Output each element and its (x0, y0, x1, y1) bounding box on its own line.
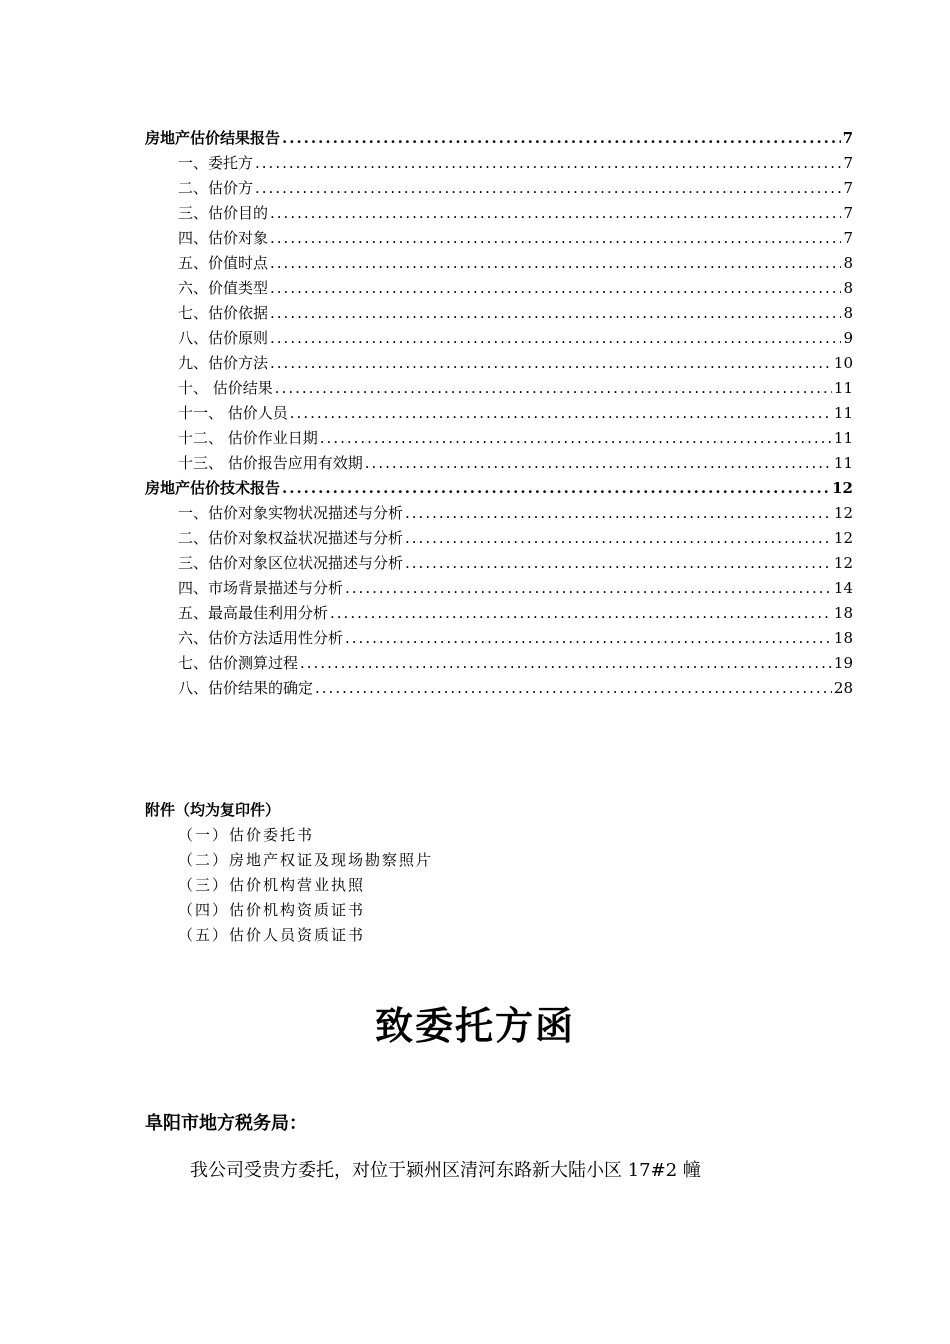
toc-entry-label: 十二、 估价作业日期 (178, 429, 318, 447)
toc-item-row (145, 301, 853, 326)
toc-page-number: 19 (833, 654, 853, 672)
toc-entry-label: 房地产估价结果报告 (145, 129, 281, 147)
toc-dot-leader (290, 401, 832, 426)
toc-entry-label: 四、市场背景描述与分析 (178, 579, 344, 597)
toc-entry-label: 七、估价测算过程 (178, 654, 299, 672)
toc-dot-leader (270, 276, 841, 301)
toc-page-number: 11 (833, 404, 853, 422)
toc-item-row (145, 176, 853, 201)
attachments-section (145, 798, 745, 948)
toc-dot-leader (270, 301, 841, 326)
toc-entry-label: 九、估价方法 (178, 354, 269, 372)
toc-entry-label: 二、估价对象权益状况描述与分析 (178, 529, 404, 547)
toc-page-number: 8 (843, 279, 853, 297)
toc-dot-leader (315, 676, 832, 701)
attachment-item: （一）估价委托书 (178, 826, 315, 844)
toc-dot-leader (255, 176, 841, 201)
toc-item-row (145, 676, 853, 701)
toc-dot-leader (270, 226, 841, 251)
toc-entry-label: 七、估价依据 (178, 304, 269, 322)
toc-dot-leader (345, 626, 832, 651)
toc-entry-label: 十一、 估价人员 (178, 404, 288, 422)
toc-dot-leader (270, 251, 841, 276)
toc-entry-label: 一、估价对象实物状况描述与分析 (178, 504, 404, 522)
toc-page-number: 7 (843, 179, 853, 197)
toc-page-number: 9 (843, 329, 853, 347)
toc-entry-label: 三、估价对象区位状况描述与分析 (178, 554, 404, 572)
toc-item-row (145, 376, 853, 401)
toc-page-number: 7 (843, 154, 853, 172)
toc-item-row (145, 651, 853, 676)
toc-entry-label: 八、估价结果的确定 (178, 679, 314, 697)
toc-dot-leader (345, 576, 832, 601)
toc-page-number: 12 (833, 504, 853, 522)
toc-dot-leader (320, 426, 832, 451)
attachment-item: （三）估价机构营业执照 (178, 876, 366, 894)
toc-entry-label: 五、最高最佳利用分析 (178, 604, 329, 622)
toc-page-number: 11 (833, 379, 853, 397)
toc-dot-leader (405, 551, 832, 576)
toc-page-number: 11 (833, 429, 853, 447)
toc-dot-leader (270, 326, 841, 351)
attachments-heading: 附件（均为复印件） (145, 801, 281, 819)
letter-addressee: 阜阳市地方税务局： (145, 1113, 307, 1134)
toc-page-number: 18 (833, 604, 853, 622)
toc-item-row (145, 401, 853, 426)
toc-item-row (145, 326, 853, 351)
toc-page-number: 12 (832, 479, 853, 497)
attachment-item: （四）估价机构资质证书 (178, 901, 366, 919)
toc-dot-leader (405, 501, 832, 526)
toc-entry-label: 六、价值类型 (178, 279, 269, 297)
toc-dot-leader (270, 201, 841, 226)
attachment-item: （二）房地产权证及现场勘察照片 (178, 851, 434, 869)
toc-dot-leader (282, 476, 830, 501)
toc-entry-label: 五、价值时点 (178, 254, 269, 272)
letter-body-paragraph: 我公司受贵方委托，对位于颍州区清河东路新大陆小区 17#2 幢 (190, 1160, 701, 1181)
toc-item-row (145, 451, 853, 476)
toc-item-row (145, 601, 853, 626)
toc-page-number: 8 (843, 254, 853, 272)
toc-item-row (145, 201, 853, 226)
toc-item-row (145, 426, 853, 451)
toc-page-number: 28 (833, 679, 853, 697)
toc-dot-leader (300, 651, 832, 676)
toc-entry-label: 六、估价方法适用性分析 (178, 629, 344, 647)
toc-page-number: 12 (833, 529, 853, 547)
toc-section-row (145, 126, 853, 151)
toc-page-number: 12 (833, 554, 853, 572)
toc-page-number: 7 (843, 229, 853, 247)
toc-page-number: 18 (833, 629, 853, 647)
toc-page-number: 7 (842, 129, 853, 147)
toc-entry-label: 三、估价目的 (178, 204, 269, 222)
toc-dot-leader (282, 126, 841, 151)
letter-title: 致委托方函 (374, 1003, 575, 1048)
toc-item-row (145, 276, 853, 301)
table-of-contents (145, 126, 853, 701)
toc-entry-label: 十三、 估价报告应用有效期 (178, 454, 363, 472)
toc-dot-leader (270, 351, 832, 376)
attachment-item: （五）估价人员资质证书 (178, 926, 366, 944)
toc-dot-leader (275, 376, 832, 401)
toc-dot-leader (330, 601, 832, 626)
toc-item-row (145, 526, 853, 551)
toc-page-number: 7 (843, 204, 853, 222)
toc-entry-label: 一、委托方 (178, 154, 254, 172)
toc-item-row (145, 551, 853, 576)
toc-item-row (145, 351, 853, 376)
toc-item-row (145, 626, 853, 651)
toc-section-row (145, 476, 853, 501)
toc-item-row (145, 251, 853, 276)
toc-item-row (145, 501, 853, 526)
toc-dot-leader (365, 451, 832, 476)
toc-page-number: 11 (833, 454, 853, 472)
toc-item-row (145, 226, 853, 251)
toc-entry-label: 八、估价原则 (178, 329, 269, 347)
toc-item-row (145, 576, 853, 601)
toc-entry-label: 二、估价方 (178, 179, 254, 197)
toc-entry-label: 房地产估价技术报告 (145, 479, 281, 497)
toc-item-row (145, 151, 853, 176)
toc-dot-leader (405, 526, 832, 551)
toc-dot-leader (255, 151, 841, 176)
toc-entry-label: 四、估价对象 (178, 229, 269, 247)
toc-entry-label: 十、 估价结果 (178, 379, 273, 397)
toc-page-number: 8 (843, 304, 853, 322)
toc-page-number: 10 (833, 354, 853, 372)
toc-page-number: 14 (833, 579, 853, 597)
